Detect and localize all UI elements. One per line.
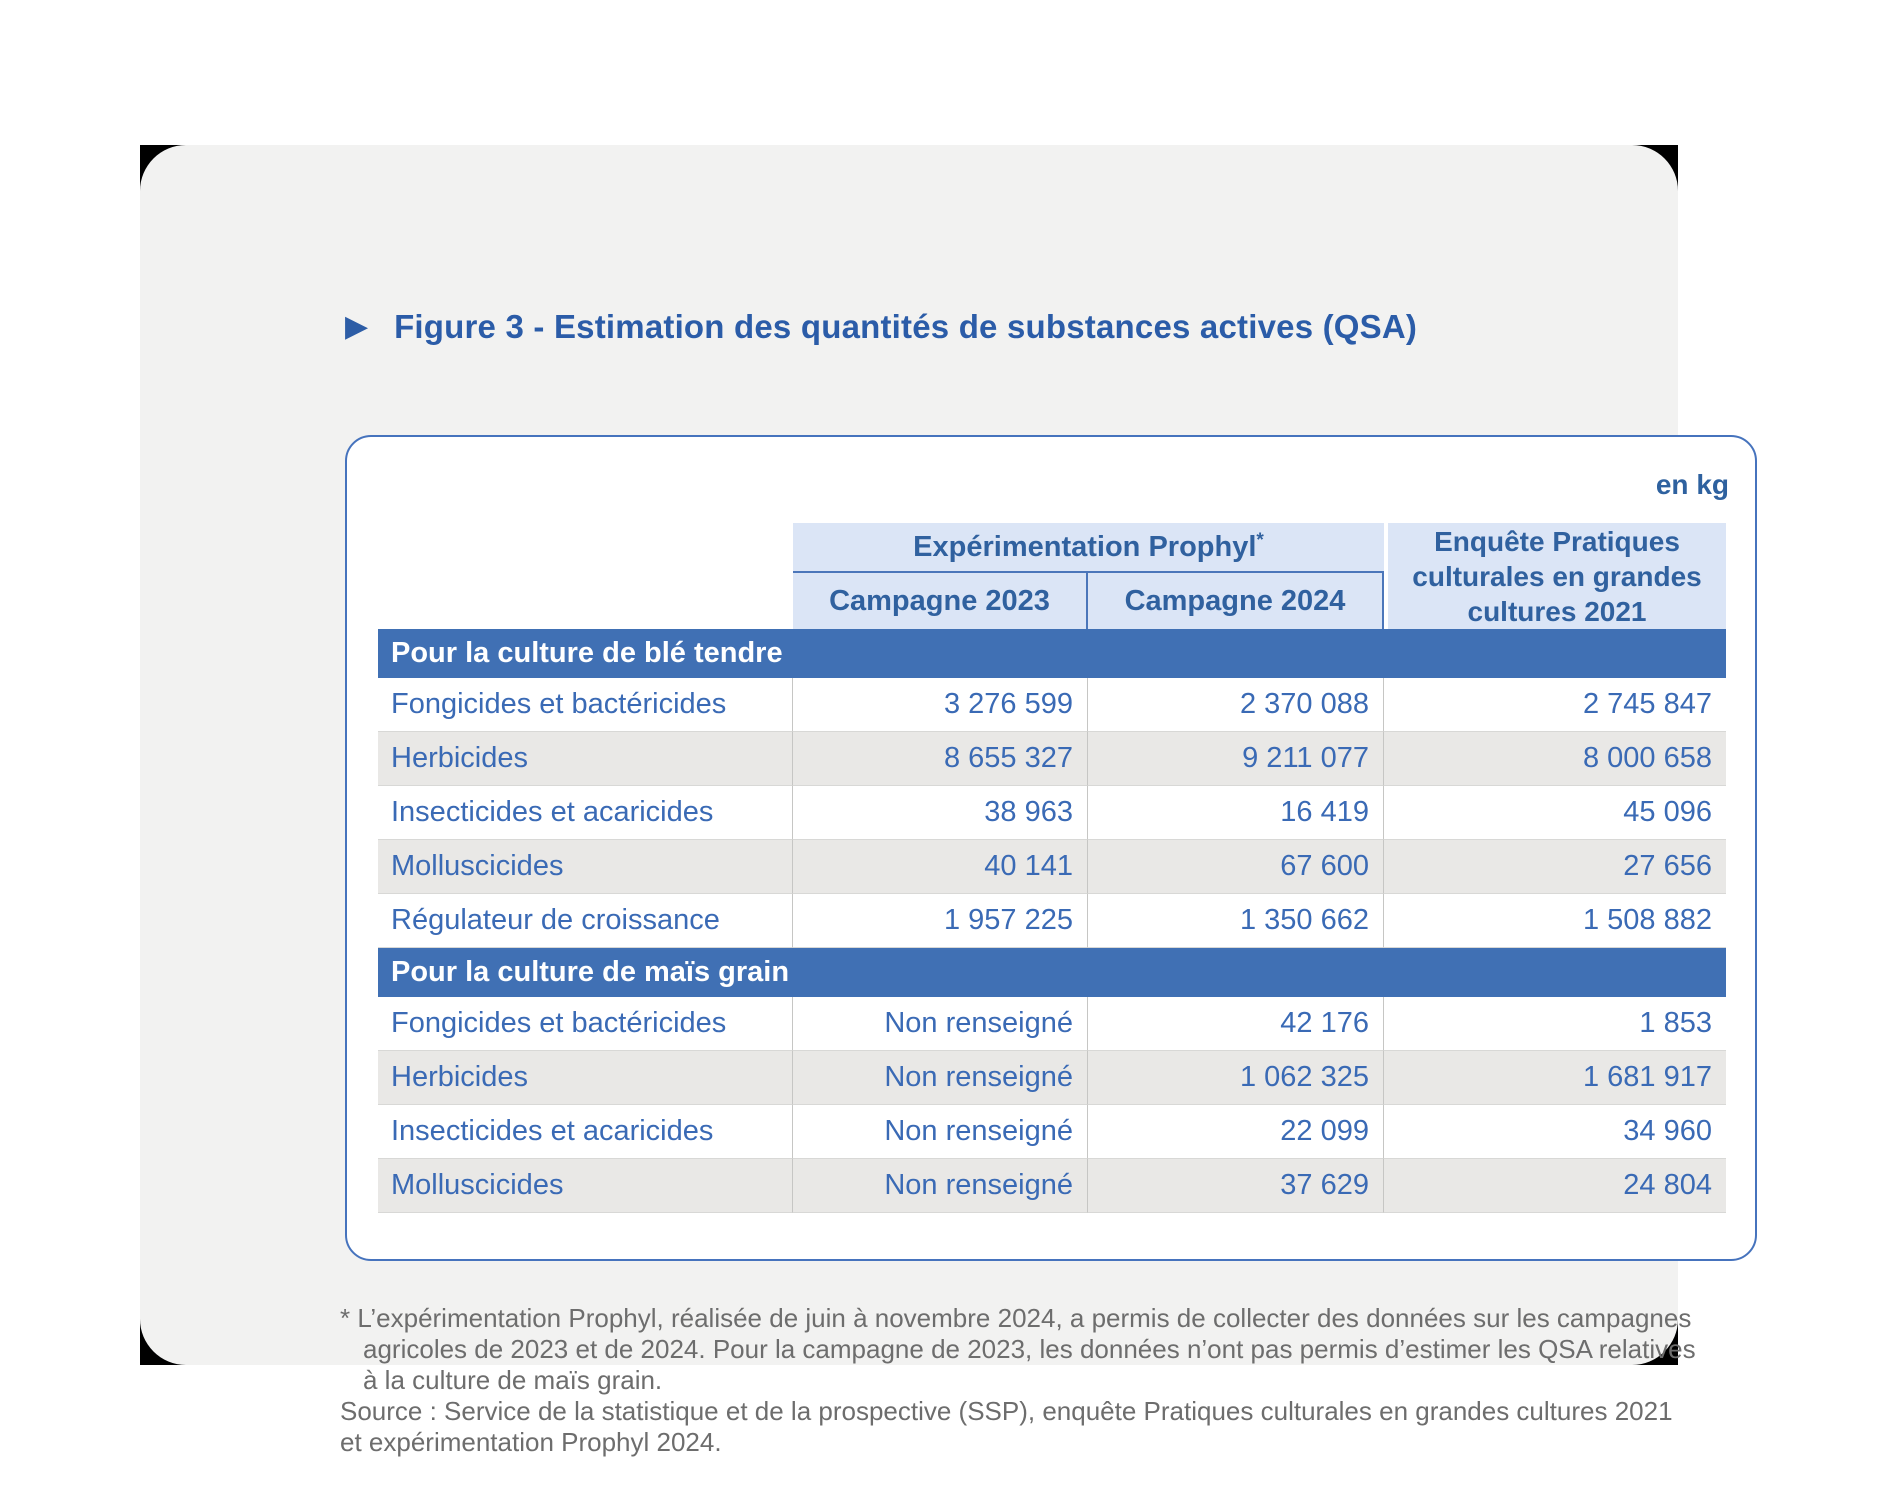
cell-value: 67 600: [1088, 840, 1384, 894]
table-panel: [345, 435, 1757, 1261]
col-header-prophyl-label: Expérimentation Prophyl: [913, 530, 1257, 563]
cell-value: 24 804: [1384, 1159, 1726, 1213]
col-header-prophyl: [793, 523, 1384, 573]
cell-value: 8 000 658: [1384, 732, 1726, 786]
cell-value: 45 096: [1384, 786, 1726, 840]
footnote-asterisk-line: agricoles de 2023 et de 2024. Pour la campagne de 2023, les données n’ont pas permis d’estimer les QSA relatives: [363, 1334, 1696, 1364]
footnotes: [340, 1303, 1800, 1458]
cell-value: 9 211 077: [1088, 732, 1384, 786]
unit-label: en kg: [1655, 469, 1729, 500]
cell-value: 34 960: [1384, 1105, 1726, 1159]
cell-value: 42 176: [1088, 997, 1384, 1051]
cell-value: 1 681 917: [1384, 1051, 1726, 1105]
cell-value: 1 957 225: [793, 894, 1088, 948]
col-header-campagne-2023: Campagne 2023: [793, 573, 1088, 629]
cell-value: 2 745 847: [1384, 678, 1726, 732]
cell-value: 1 350 662: [1088, 894, 1384, 948]
figure-marker-icon: ▶: [345, 310, 369, 343]
footnote-source-line: Source : Service de la statistique et de la prospective (SSP), enquête Pratiques culturales en grandes cultures 2021: [340, 1396, 1673, 1426]
row-label: Herbicides: [378, 1051, 793, 1105]
cell-value: 1 508 882: [1384, 894, 1726, 948]
cell-value: 3 276 599: [793, 678, 1088, 732]
row-label: Herbicides: [378, 732, 793, 786]
row-label: Molluscicides: [378, 840, 793, 894]
row-label: Molluscicides: [378, 1159, 793, 1213]
cell-value: 16 419: [1088, 786, 1384, 840]
section-header-ble-tendre: Pour la culture de blé tendre: [378, 629, 1726, 678]
footnote-source-line: et expérimentation Prophyl 2024.: [340, 1427, 722, 1457]
cell-value: Non renseigné: [793, 997, 1088, 1051]
row-label: Insecticides et acaricides: [378, 786, 793, 840]
row-label: Insecticides et acaricides: [378, 1105, 793, 1159]
footnote-asterisk-line: * L’expérimentation Prophyl, réalisée de juin à novembre 2024, a permis de collecter des données sur les campagnes: [340, 1303, 1692, 1333]
cell-value: Non renseigné: [793, 1105, 1088, 1159]
cell-value: 1 853: [1384, 997, 1726, 1051]
figure-card: [140, 145, 1729, 1457]
prophyl-asterisk: *: [1256, 530, 1264, 551]
cell-value: 37 629: [1088, 1159, 1384, 1213]
cell-value: 38 963: [793, 786, 1088, 840]
cell-value: 2 370 088: [1088, 678, 1384, 732]
figure-title-row: [345, 308, 1417, 346]
figure-title: Figure 3 - Estimation des quantités de substances actives (QSA): [394, 308, 1418, 345]
cell-value: Non renseigné: [793, 1051, 1088, 1105]
footnote-asterisk-line: à la culture de maïs grain.: [363, 1365, 663, 1395]
cell-value: 1 062 325: [1088, 1051, 1384, 1105]
cell-value: 27 656: [1384, 840, 1726, 894]
cell-value: 8 655 327: [793, 732, 1088, 786]
row-label: Régulateur de croissance: [378, 894, 793, 948]
qsa-table: [378, 523, 1726, 1213]
cell-value: 22 099: [1088, 1105, 1384, 1159]
cell-value: 40 141: [793, 840, 1088, 894]
header-spacer-cell: [378, 523, 793, 629]
col-header-campagne-2024: Campagne 2024: [1088, 573, 1384, 629]
section-header-mais-grain: Pour la culture de maïs grain: [378, 948, 1726, 997]
row-label: Fongicides et bactéricides: [378, 997, 793, 1051]
col-header-enquete: Enquête Pratiques culturales en grandes cultures 2021: [1388, 523, 1726, 629]
row-label: Fongicides et bactéricides: [378, 678, 793, 732]
cell-value: Non renseigné: [793, 1159, 1088, 1213]
